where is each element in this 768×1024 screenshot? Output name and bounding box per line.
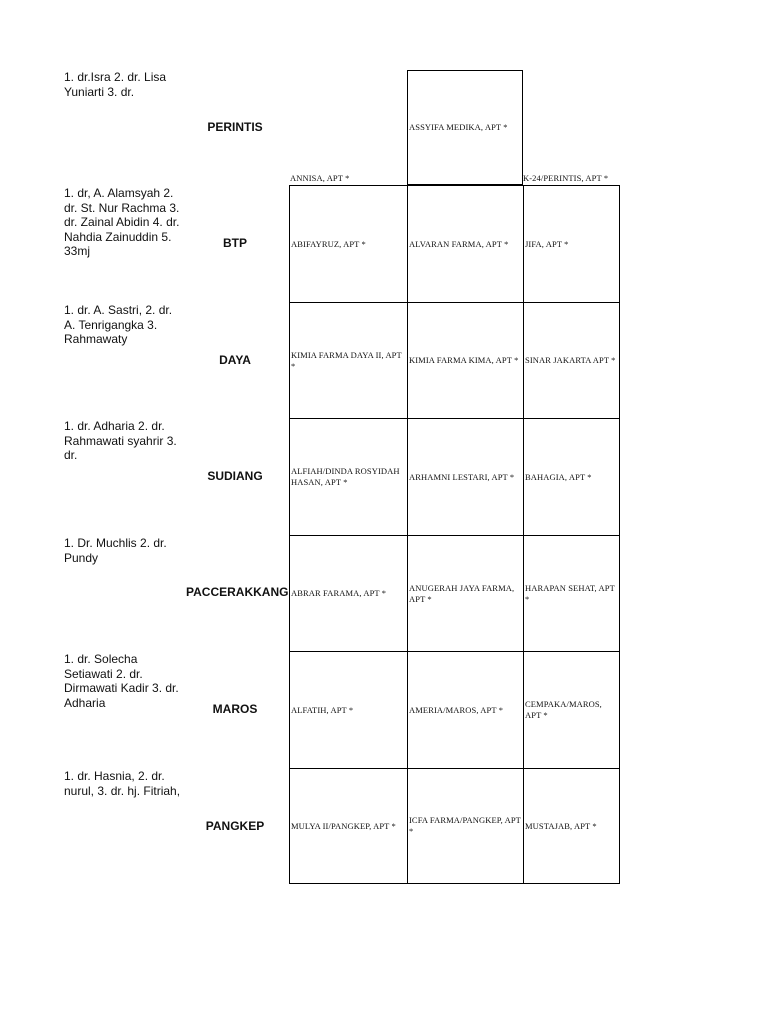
pharmacy-cell-pangkep-1: MULYA II/PANGKEP, APT * xyxy=(289,768,408,884)
pharmacy-cell-sudiang-3: BAHAGIA, APT * xyxy=(523,418,620,536)
area-label-btp: BTP xyxy=(223,236,247,250)
pharmacy-cell-perintis-2: ASSYIFA MEDIKA, APT * xyxy=(407,70,523,185)
doctor-list-paccerakkang: 1. Dr. Muchlis 2. dr. Pundy xyxy=(64,536,167,565)
doctor-list-perintis: 1. dr.Isra 2. dr. Lisa Yuniarti 3. dr. xyxy=(64,70,167,99)
pharmacy-cell-paccerakkang-3: HARAPAN SEHAT, APT * xyxy=(523,535,620,652)
doctor-list-daya: 1. dr. A. Sastri, 2. dr. A. Tenrigangka 3. Rahmawaty xyxy=(64,303,173,346)
doctor-list-maros: 1. dr. Solecha Setiawati 2. dr. Dirmawati Kadir 3. dr. Adharia xyxy=(64,652,179,710)
pharmacy-cell-paccerakkang-1: ABRAR FARAMA, APT * xyxy=(289,535,408,652)
pharmacy-cell-pangkep-2: ICFA FARMA/PANGKEP, APT * xyxy=(407,768,524,884)
area-label-perintis: PERINTIS xyxy=(207,120,263,134)
pharmacy-cell-daya-2: KIMIA FARMA KIMA, APT * xyxy=(407,302,524,419)
doctor-list-pangkep: 1. dr. Hasnia, 2. dr. nurul, 3. dr. hj. Fitriah, xyxy=(64,769,181,798)
area-label-pangkep: PANGKEP xyxy=(205,819,265,833)
doctor-list-btp: 1. dr, A. Alamsyah 2. dr. St. Nur Rachma 3. dr. Zainal Abidin 4. dr. Nahdia Zainuddin 5. 33mj xyxy=(64,186,180,258)
pharmacy-cell-btp-1: ABIFAYRUZ, APT * xyxy=(289,185,408,303)
pharmacy-cell-perintis-3: K-24/PERINTIS, APT * xyxy=(523,173,609,183)
pharmacy-cell-perintis-1: ANNISA, APT * xyxy=(290,173,350,183)
pharmacy-cell-maros-1: ALFATIH, APT * xyxy=(289,651,408,769)
pharmacy-cell-sudiang-1: ALFIAH/DINDA ROSYIDAH HASAN, APT * xyxy=(289,418,408,536)
pharmacy-cell-paccerakkang-2: ANUGERAH JAYA FARMA, APT * xyxy=(407,535,524,652)
pharmacy-cell-daya-3: SINAR JAKARTA APT * xyxy=(523,302,620,419)
pharmacy-cell-btp-2: ALVARAN FARMA, APT * xyxy=(407,185,524,303)
doctor-list-sudiang: 1. dr. Adharia 2. dr. Rahmawati syahrir 3. dr. xyxy=(64,419,177,462)
pharmacy-cell-btp-3: JIFA, APT * xyxy=(523,185,620,303)
pharmacy-cell-sudiang-2: ARHAMNI LESTARI, APT * xyxy=(407,418,524,536)
area-label-paccerakkang: PACCERAKKANG xyxy=(186,585,289,599)
pharmacy-cell-maros-3: CEMPAKA/MAROS, APT * xyxy=(523,651,620,769)
pharmacy-cell-pangkep-3: MUSTAJAB, APT * xyxy=(523,768,620,884)
pharmacy-cell-daya-1: KIMIA FARMA DAYA II, APT * xyxy=(289,302,408,419)
area-label-maros: MAROS xyxy=(212,702,258,716)
area-label-daya: DAYA xyxy=(219,353,251,367)
pharmacy-cell-maros-2: AMERIA/MAROS, APT * xyxy=(407,651,524,769)
area-label-sudiang: SUDIANG xyxy=(207,469,263,483)
